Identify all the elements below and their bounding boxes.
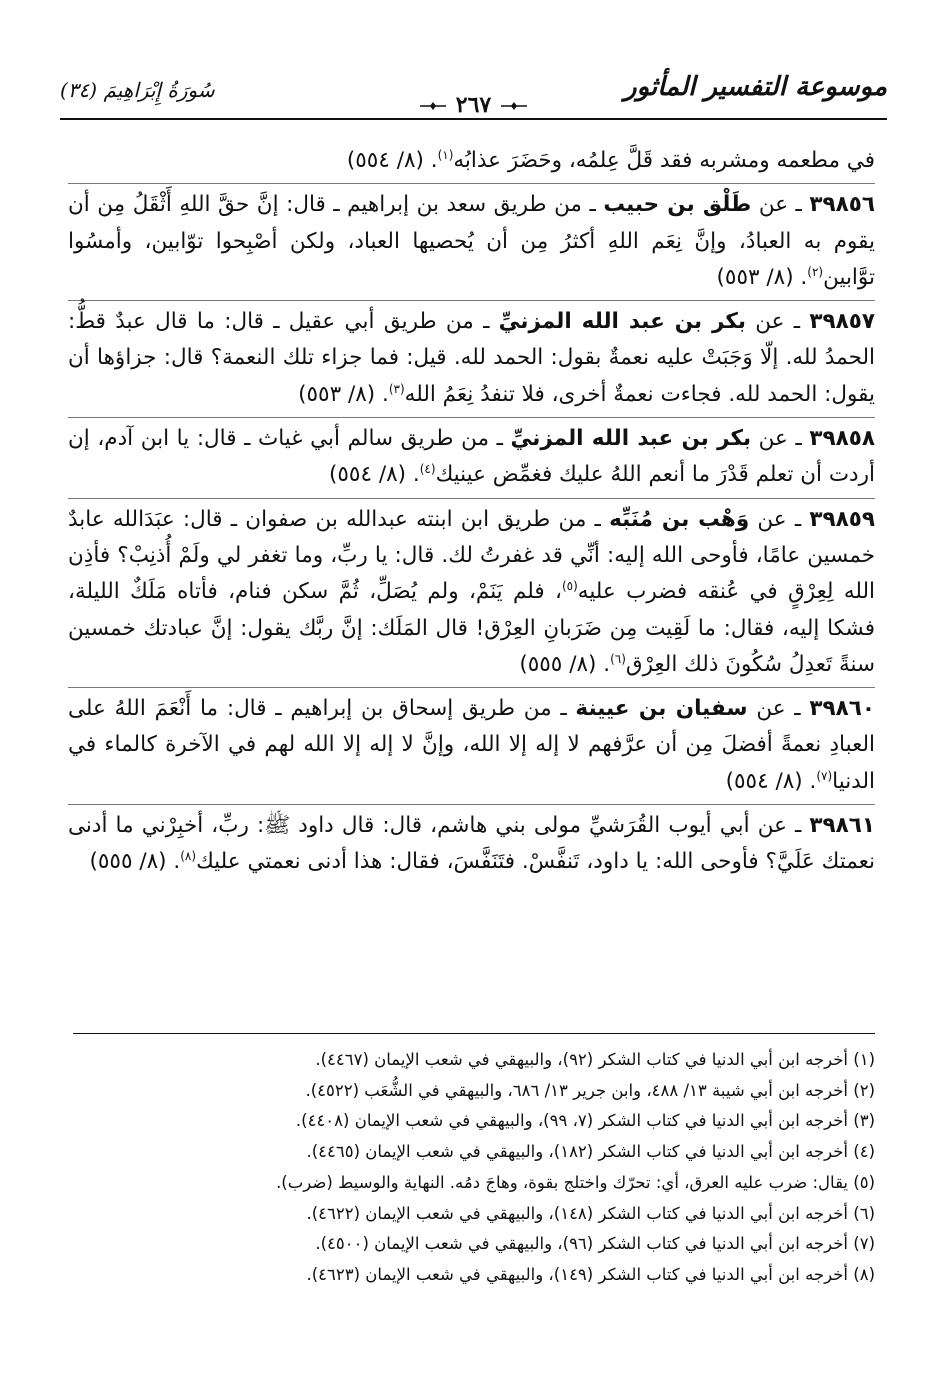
page-number: ٢٦٧ [455,92,492,118]
footnote: (٤) أخرجه ابن أبي الدنيا في كتاب الشكر (١٨٢)، والبيهقي في شعب الإيمان (٤٤٦٥). [306,1142,875,1162]
athar-number: ٣٩٨٥٩ [809,506,875,532]
header-rule [60,118,887,120]
narrator-prefix: ـ عن [746,309,810,335]
book-title: موسوعة التفسير المأثور [624,72,887,102]
text-paragraph [68,687,875,804]
narrator-prefix: ـ عن [749,506,810,532]
page-header [60,70,887,120]
paragraph-text: في مطعمه ومشربه فقد قَلَّ عِلمُه، وحَضَرَ عذابُه [453,148,875,173]
text-paragraph [68,804,875,885]
footnote-marker: (٣) [388,381,405,396]
volume-reference: . (٨/ ٥٥٤) [725,768,817,794]
athar-number: ٣٩٨٥٧ [809,309,876,335]
volume-reference: . (٨/ ٥٥٥) [519,651,611,677]
footnote-marker: (١) [437,147,454,162]
paragraph-text: أبي أيوب القُرَشيِّ مولى بني هاشم، قال: قال داود ﷺ: ربِّ، أخبِرْني ما أدنى نعمتك عَلَيَّ؟ فأوحى الله: يا داود، تَنفَّسْ. فتَنَفَّسَ، فقال: هذا أدنى نعمتي عليك [68,813,875,875]
volume-reference: . (٨/ ٥٥٣) [298,381,389,407]
text-paragraph [68,140,875,183]
footnote: (٥) يقال: ضرب عليه العرق، أي: تحرّك واختلج بقوة، وهاجَ دمُه. النهاية والوسيط (ضرب). [276,1172,875,1192]
narrator-prefix: ـ عن [751,192,810,218]
paragraph-text: ـ من طريق إسحاق بن إبراهيم ـ قال: ما أَنْعَمَ اللهُ على العبادِ نعمةً أفضلَ مِن أن عرَّفهم لا إله إلا الله، وإنَّ لا إله إلا الله لهم في الآخرة كالماء في الدنيا [68,696,875,794]
footnote-marker: (٦) [610,651,626,666]
footnote-marker: (٢) [807,264,824,279]
footnote: (٧) أخرجه ابن أبي الدنيا في كتاب الشكر (٩٦)، والبيهقي في شعب الإيمان (٤٥٠٠). [315,1234,875,1254]
paragraph-text: ـ من طريق سعد بن إبراهيم ـ قال: إنَّ حقَّ اللهِ أَثْقَلُ مِن أن يقوم به العبادُ، وإنَّ نِعَم اللهِ أكثرُ مِن أن يُحصيها العباد، ولكن أصْبِحوا توّابين، وأمسُوا توَّابين [68,192,875,290]
footnote-separator [73,1033,875,1034]
footnote-marker: (٤) [419,462,436,477]
text-paragraph [68,300,875,417]
footnote: (٣) أخرجه ابن أبي الدنيا في كتاب الشكر (٧، ٩٩)، والبيهقي في شعب الإيمان (٤٤٠٨). [295,1111,875,1131]
athar-number: ٣٩٨٥٦ [809,192,876,218]
footnote-marker: (٨) [180,849,197,864]
footnote: (٦) أخرجه ابن أبي الدنيا في كتاب الشكر (١٤٨)، والبيهقي في شعب الإيمان (٤٦٢٢). [306,1203,875,1223]
footnote-marker: (٧) [816,768,833,783]
footnote: (١) أخرجه ابن أبي الدنيا في كتاب الشكر (٩٢)، والبيهقي في شعب الإيمان (٤٤٦٧). [315,1050,875,1069]
volume-reference: . (٨/ ٥٥٣) [716,264,808,290]
main-text [68,140,875,885]
footnote: (٢) أخرجه ابن أبي شيبة ١٣/ ٤٨٨، وابن جرير ١٣/ ٦٨٦، والبيهقي في الشُّعَب (٤٥٢٢). [305,1080,875,1100]
volume-reference: . (٨/ ٥٥٥) [89,849,181,875]
surah-title: سُورَةُ إِبْرَاهِيمَ (٣٤) [60,78,215,102]
narrator-name: سفيان بن عيينة [575,696,748,722]
paragraph-text: ـ من طريق أبي عقيل ـ قال: ما قال عبدٌ قطُّ: الحمدُ لله. إلّا وَجَبَتْ عليه نعمةٌ بقول: الحمد لله. قيل: فما جزاء تلك النعمة؟ قال: جزاؤها أن يقول: الحمد لله. فجاءت نعمةٌ أخرى، فلا تنفدُ نِعَمُ الله [68,309,875,407]
ornament-icon [418,101,448,111]
narrator-prefix: ـ عن [751,426,810,452]
narrator-prefix: ـ عن [747,696,810,722]
narrator-name: بكر بن عبد الله المزنيِّ [498,309,747,335]
athar-number: ٣٩٨٥٨ [809,426,875,452]
volume-reference: . (٨/ ٥٥٤) [346,148,438,173]
paragraph-text: ـ من طريق ابن ابنته عبدالله بن صفوان ـ قال: عبَدَالله عابدٌ خمسين عامًا، فأوحى الله إليه: أنِّي قد غفرتُ لك. قال: يا ربِّ، وما تغفر لي ولَمْ أُذنِبْ؟ فأذِن الله لِعِرْقٍ في عُنقه فضرب عليه [68,506,875,605]
text-paragraph [68,417,875,498]
volume-reference: . (٨/ ٥٥٤) [328,462,420,488]
paragraph-text: ، فلم يَنَمْ، ولم يُصَلِّ، ثُمَّ سكن فنام، فأتاه مَلَكٌ الليلة، فشكا إليه، فقال: ما لَقِيت مِن ضَرَبانِ العِرْق! قال المَلَك: إنَّ ربَّك يقول: إنَّ عبادتك خمسين سنةً تَعدِلُ سُكُونَ ذلك العِرْق [68,579,875,677]
narrator-name: بكر بن عبد الله المزنيِّ [510,426,752,452]
narrator-name: وَهْب بن مُنَبِّه [609,506,750,532]
footnote-marker: (٥) [561,579,578,594]
narrator-name: طَلْق بن حبيب [603,192,752,218]
footnotes [72,1045,875,1291]
paragraph-text: ـ من طريق سالم أبي غياث ـ قال: يا ابن آدم، إن أردت أن تعلم قَدْرَ ما أنعم اللهُ عليك فغمِّض عينيك [68,426,875,488]
athar-number: ٣٩٨٦٠ [809,696,875,722]
footnote: (٨) أخرجه ابن أبي الدنيا في كتاب الشكر (١٤٩)، والبيهقي في شعب الإيمان (٤٦٢٣). [306,1264,875,1284]
athar-number: ٣٩٨٦١ [809,813,876,839]
narrator-prefix: ـ عن [749,813,810,839]
ornament-icon [499,101,529,111]
text-paragraph [68,183,875,300]
text-paragraph [68,498,875,687]
